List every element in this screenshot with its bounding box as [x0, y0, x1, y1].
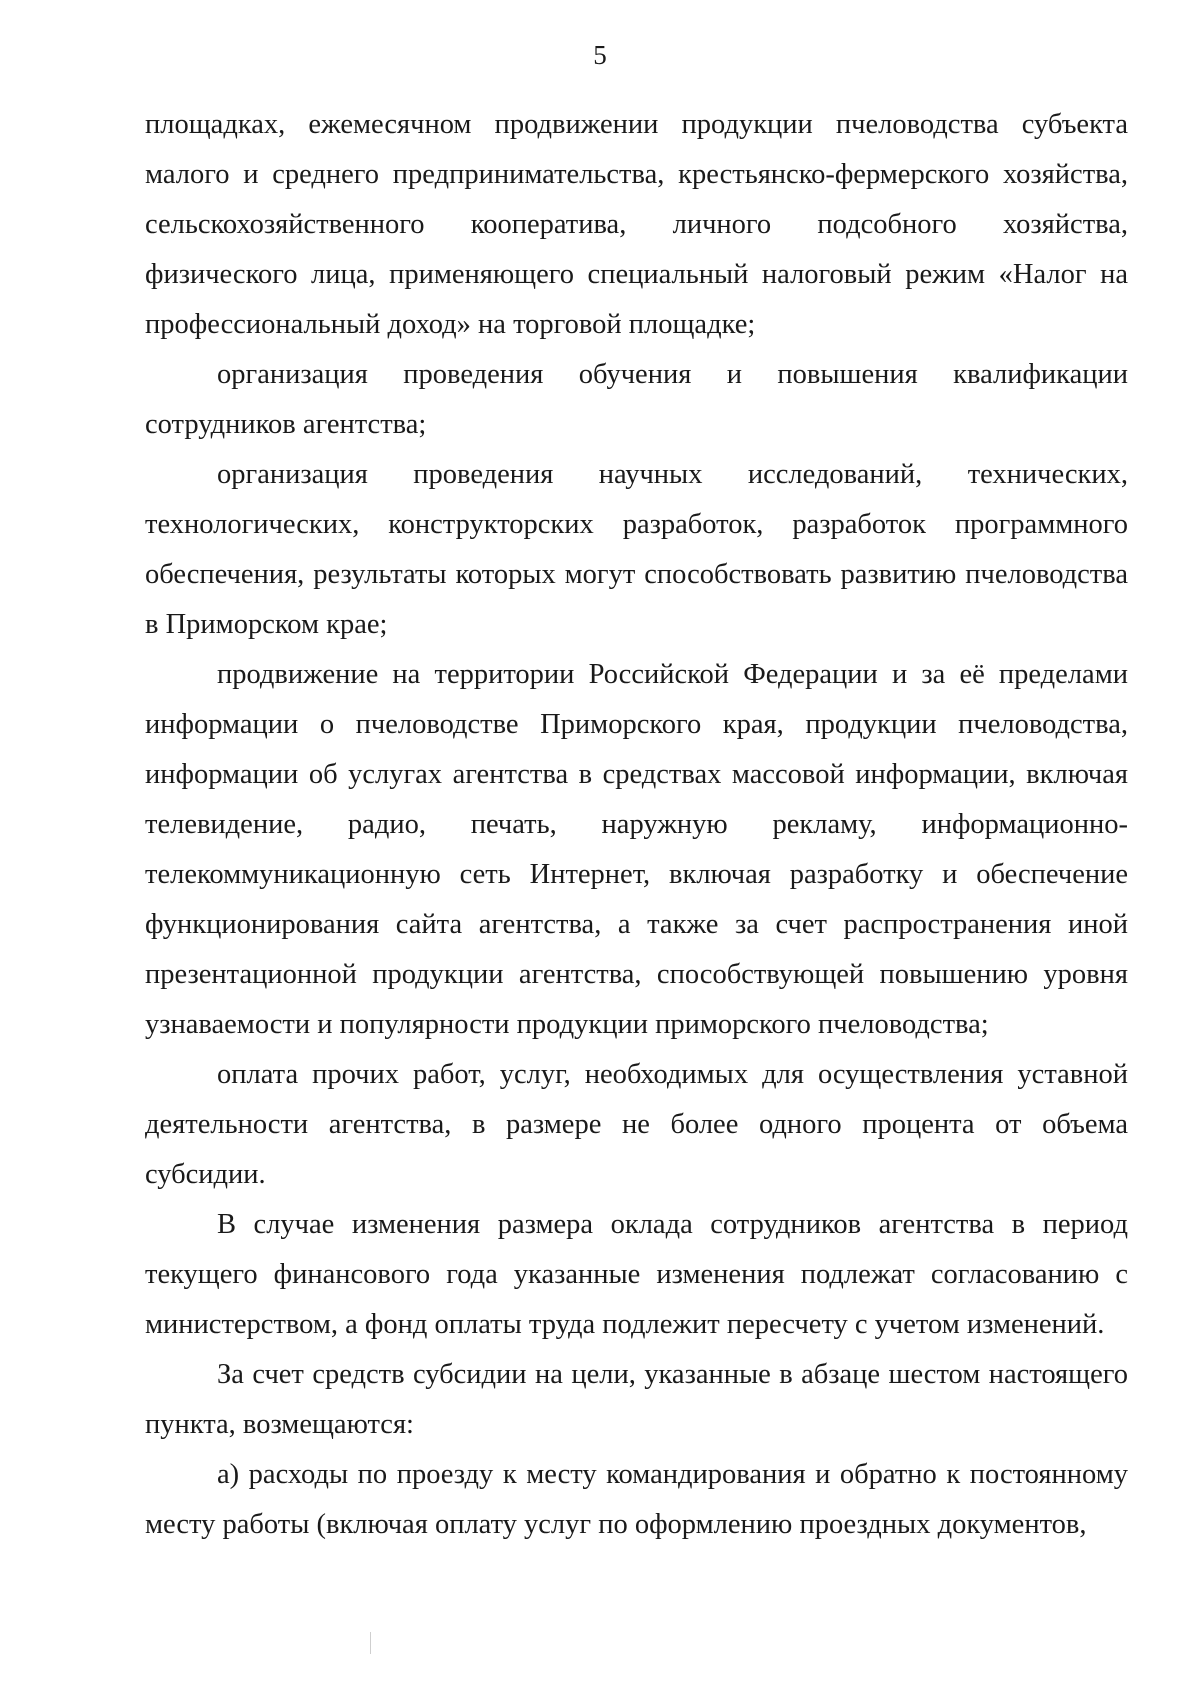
paragraph-other-expenses: оплата прочих работ, услуг, необходимых для осуществления уставной деятельности агентства, в размере не более одного процента от объема субсидии.: [145, 1059, 1128, 1190]
paragraph-salary-change: В случае изменения размера оклада сотрудников агентства в период текущего финансового года указанные изменения подлежат согласованию с министерством, а фонд оплаты труда подлежит пересчету с учетом изменений.: [145, 1209, 1128, 1340]
scan-artifact-mark: [370, 1632, 371, 1654]
paragraph-item-a: а) расходы по проезду к месту командирования и обратно к постоянному месту работы (включая оплату услуг по оформлению проездных документов,: [145, 1459, 1128, 1540]
paragraph-training: организация проведения обучения и повышения квалификации сотрудников агентства;: [145, 359, 1128, 440]
document-body: [145, 100, 1128, 1550]
page-number: 5: [593, 40, 607, 70]
paragraph-research: организация проведения научных исследований, технических, технологических, конструкторских разработок, разработок программного обеспечения, результаты которых могут способствовать развитию пчеловодства в Приморском крае;: [145, 459, 1128, 640]
paragraph-continuation: площадках, ежемесячном продвижении продукции пчеловодства субъекта малого и среднего предпринимательства, крестьянско-фермерского хозяйства, сельскохозяйственного кооператива, личного подсобного хозяйства, физического лица, применяющего специальный налоговый режим «Налог на профессиональный доход» на торговой площадке;: [145, 109, 1128, 340]
paragraph-promotion: продвижение на территории Российской Федерации и за её пределами информации о пчеловодстве Приморского края, продукции пчеловодства, информации об услугах агентства в средствах массовой информации, включая телевидение, радио, печать, наружную рекламу, информационно-телекоммуникационную сеть Интернет, включая разработку и обеспечение функционирования сайта агентства, а также за счет распространения иной презентационной продукции агентства, способствующей повышению уровня узнаваемости и популярности продукции приморского пчеловодства;: [145, 659, 1128, 1040]
paragraph-reimbursement: За счет средств субсидии на цели, указанные в абзаце шестом настоящего пункта, возмещаются:: [145, 1359, 1128, 1440]
